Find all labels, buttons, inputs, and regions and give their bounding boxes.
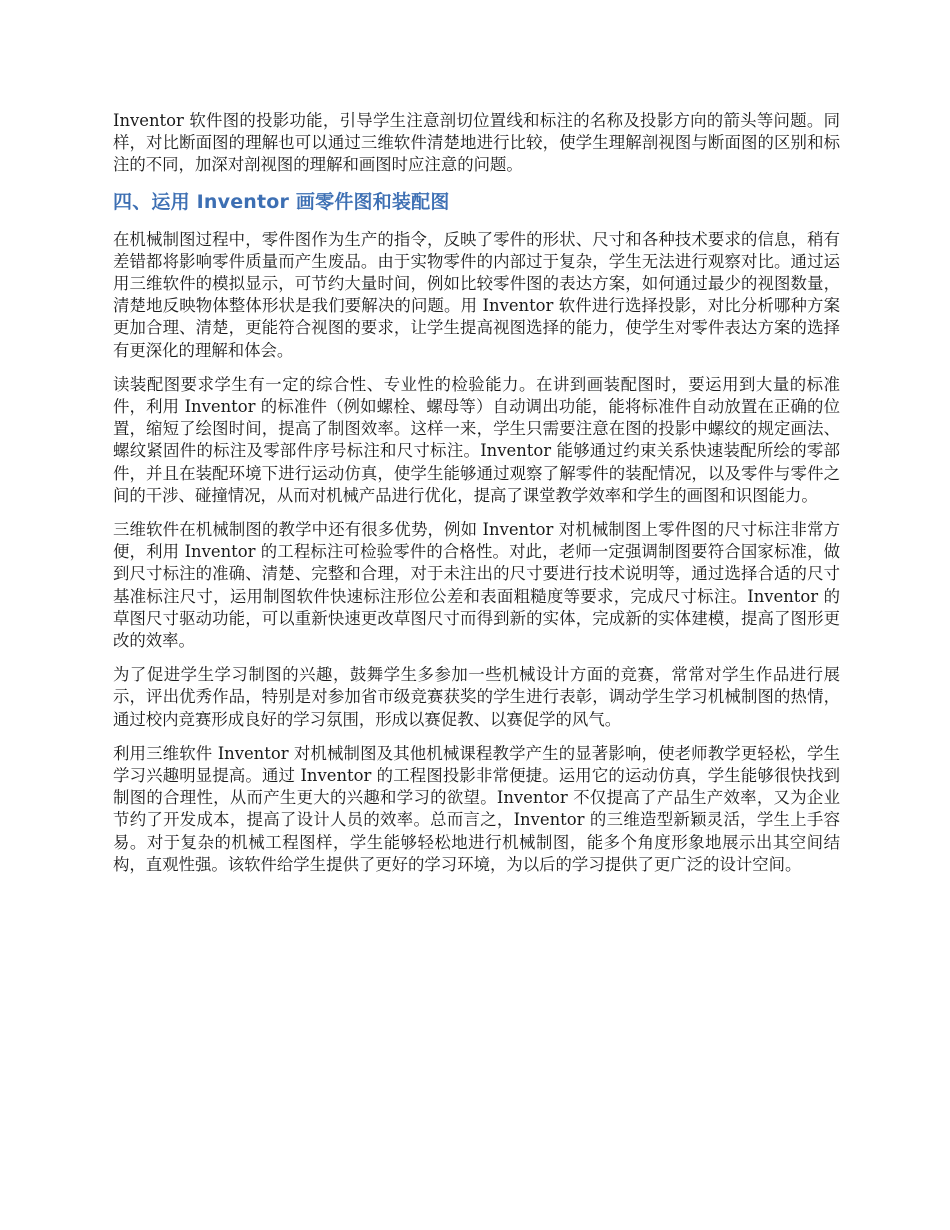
body-paragraph: 为了促进学生学习制图的兴趣，鼓舞学生多参加一些机械设计方面的竞赛，常常对学生作品进行展示，评出优秀作品，特别是对参加省市级竞赛获奖的学生进行表彰，调动学生学习机械制图的热情，通过校内竞赛形成良好的学习氛围，形成以赛促教、以赛促学的风气。 (113, 665, 840, 729)
body-paragraph: 读装配图要求学生有一定的综合性、专业性的检验能力。在讲到画装配图时，要运用到大量的标准件，利用 Inventor 的标准件（例如螺栓、螺母等）自动调出功能，能将标准件自动放置在正确的位置，缩短了绘图时间，提高了制图效率。这样一来，学生只需要注意在图的投影中螺纹的规定画法、螺纹紧固件的标注及零部件序号标注和尺寸标注。Inventor 能够通过约束关系快速装配所绘的零部件，并且在装配环境下进行运动仿真，使学生能够通过观察了解零件的装配情况，以及零件与零件之间的干涉、碰撞情况，从而对机械产品进行优化，提高了课堂教学效率和学生的画图和识图能力。 (113, 374, 840, 505)
body-paragraph: 在机械制图过程中，零件图作为生产的指令，反映了零件的形状、尺寸和各种技术要求的信息，稍有差错都将影响零件质量而产生废品。由于实物零件的内部过于复杂，学生无法进行观察对比。通过运用三维软件的模拟显示，可节约大量时间，例如比较零件图的表达方案，如何通过最少的视图数量，清楚地反映物体整体形状是我们要解决的问题。用 Inventor 软件进行选择投影，对比分析哪种方案更加合理、清楚，更能符合视图的要求，让学生提高视图选择的能力，使学生对零件表达方案的选择有更深化的理解和体会。 (113, 229, 840, 360)
intro-paragraph: Inventor 软件图的投影功能，引导学生注意剖切位置线和标注的名称及投影方向的箭头等问题。同样，对比断面图的理解也可以通过三维软件清楚地进行比较，使学生理解剖视图与断面图的区别和标注的不同，加深对剖视图的理解和画图时应注意的问题。 (113, 111, 840, 175)
section-heading: 四、运用 Inventor 画零件图和装配图 (113, 190, 450, 213)
body-paragraph: 三维软件在机械制图的教学中还有很多优势，例如 Inventor 对机械制图上零件图的尺寸标注非常方便，利用 Inventor 的工程标注可检验零件的合格性。对此，老师一定强调制图要符合国家标准，做到尺寸标注的准确、清楚、完整和合理，对于未注出的尺寸要进行技术说明等，通过选择合适的尺寸基准标注尺寸，运用制图软件快速标注形位公差和表面粗糙度等要求，完成尺寸标注。Inventor 的草图尺寸驱动功能，可以重新快速更改草图尺寸而得到新的实体，完成新的实体建模，提高了图形更改的效率。 (113, 520, 840, 651)
body-paragraph: 利用三维软件 Inventor 对机械制图及其他机械课程教学产生的显著影响，使老师教学更轻松，学生学习兴趣明显提高。通过 Inventor 的工程图投影非常便捷。运用它的运动仿真，学生能够很快找到制图的合理性，从而产生更大的兴趣和学习的欲望。Inventor 不仅提高了产品生产效率，又为企业节约了开发成本，提高了设计人员的效率。总而言之，Inventor 的三维造型新颖灵活，学生上手容易。对于复杂的机械工程图样，学生能够轻松地进行机械制图，能多个角度形象地展示出其空间结构，直观性强。该软件给学生提供了更好的学习环境，为以后的学习提供了更广泛的设计空间。 (113, 743, 840, 874)
document-page (113, 110, 840, 888)
